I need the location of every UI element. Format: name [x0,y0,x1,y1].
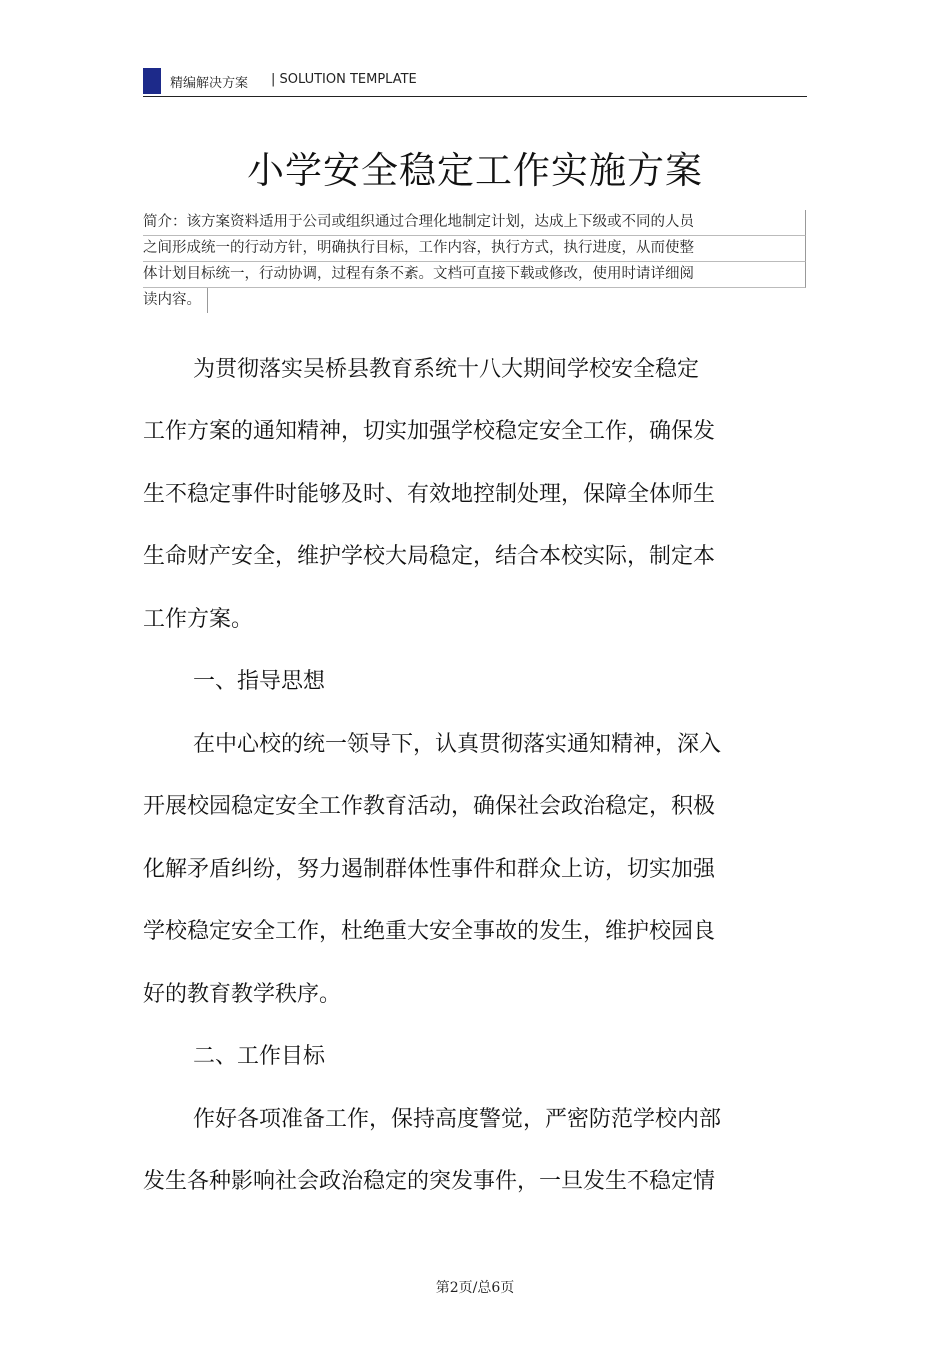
intro-line: 简介：该方案资料适用于公司或组织通过合理化地制定计划，达成上下级或不同的人员 [143,210,806,236]
page-number: 第2页/总6页 [435,1280,515,1296]
brand-name: 精编解决方案 [170,76,249,91]
body-line: 学校稳定安全工作，杜绝重大安全事故的发生，维护校园良 [143,919,716,944]
body-line: 开展校园稳定安全工作教育活动，确保社会政治稳定，积极 [143,794,716,819]
intro-block [143,210,806,313]
body-line: 作好各项准备工作，保持高度警觉，严密防范学校内部 [193,1107,722,1132]
body-line: 工作方案的通知精神，切实加强学校稳定安全工作，确保发 [143,419,716,444]
section-heading: 二、工作目标 [193,1044,326,1069]
intro-line: 体计划目标统一，行动协调，过程有条不紊。文档可直接下载或修改，使用时请详细阅 [143,262,806,288]
body-line: 化解矛盾纠纷，努力遏制群体性事件和群众上访，切实加强 [143,857,716,882]
body-line: 好的教育教学秩序。 [143,982,342,1007]
body-line: 发生各种影响社会政治稳定的突发事件，一旦发生不稳定情 [143,1169,716,1194]
body-line: 在中心校的统一领导下，认真贯彻落实通知精神，深入 [193,732,722,757]
body-line: 工作方案。 [143,607,254,632]
intro-line: 之间形成统一的行动方针，明确执行目标，工作内容，执行方式，执行进度，从而使整 [143,236,806,262]
header-tagline: | SOLUTION TEMPLATE [271,72,417,87]
brand-logo-icon [143,68,161,94]
body-line: 生不稳定事件时能够及时、有效地控制处理，保障全体师生 [143,482,716,507]
intro-line: 读内容。 [143,288,208,313]
body-line: 为贯彻落实吴桥县教育系统十八大期间学校安全稳定 [193,357,700,382]
section-heading: 一、指导思想 [193,669,326,694]
document-title: 小学安全稳定工作实施方案 [247,149,703,192]
body-line: 生命财产安全，维护学校大局稳定，结合本校实际，制定本 [143,544,716,569]
page-header [143,66,807,97]
